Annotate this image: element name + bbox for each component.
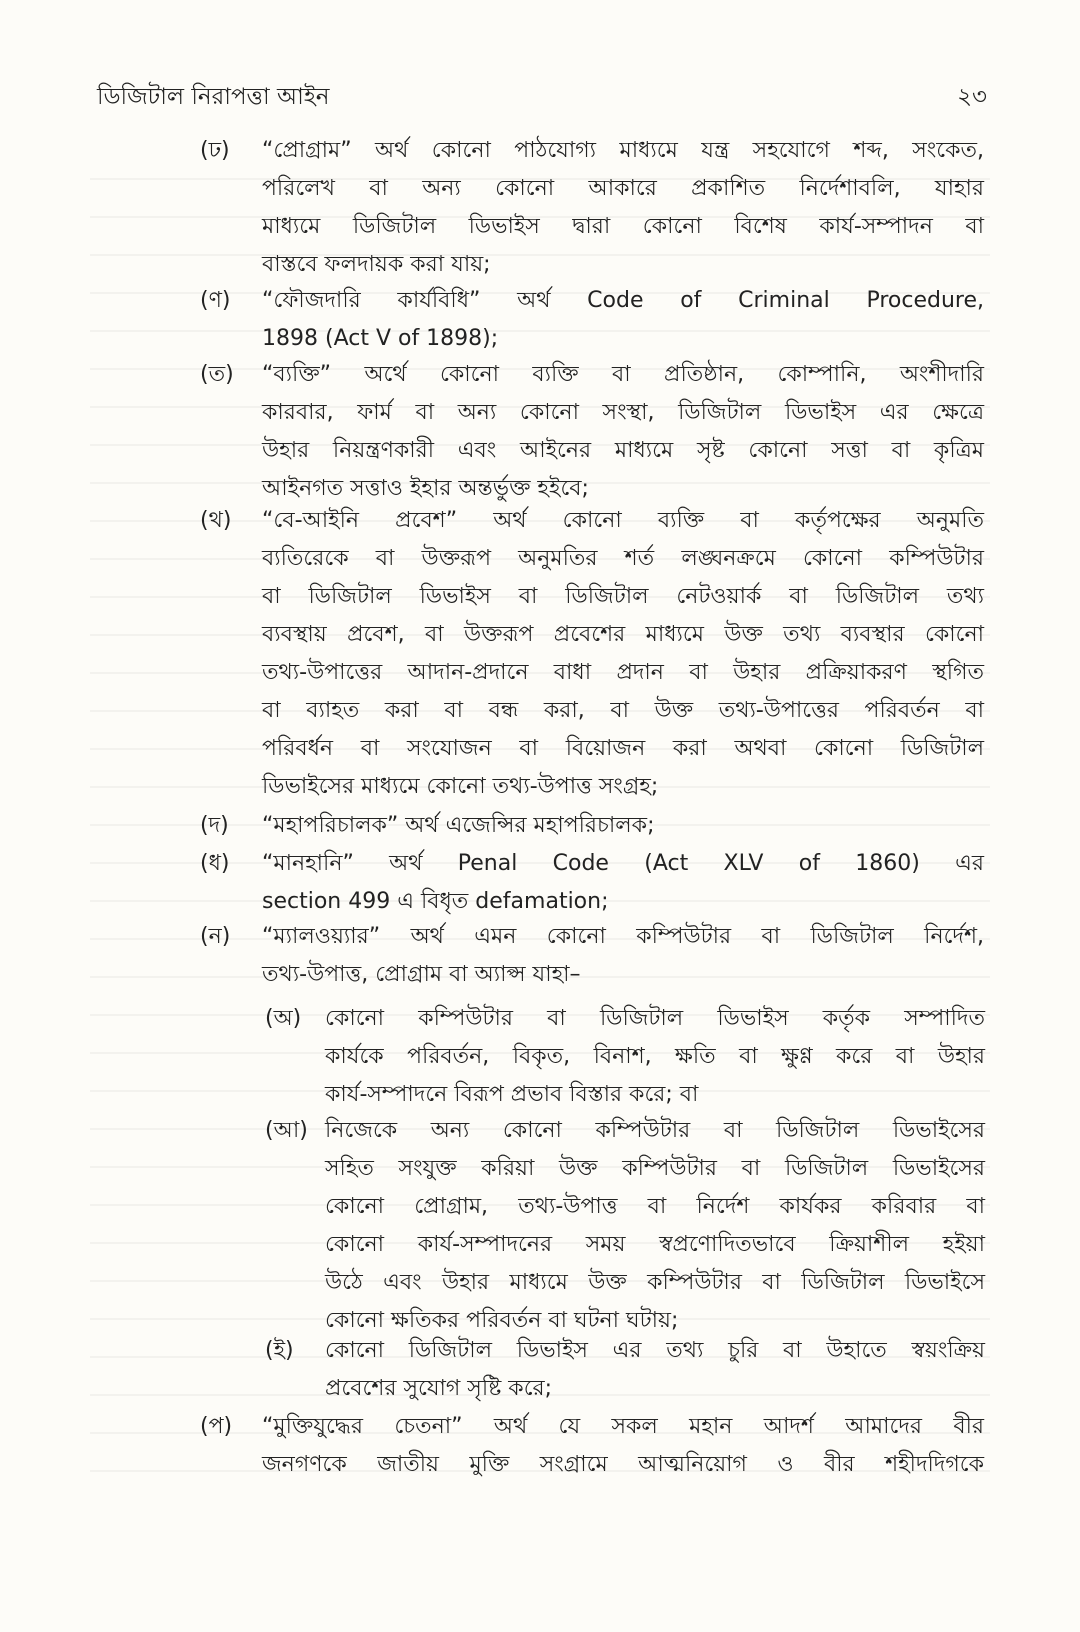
text-line: তথ্য-উপাত্ত, প্রোগ্রাম বা অ্যাপ্স যাহা–: [262, 962, 581, 987]
text-line: কার্য-সম্পাদনে বিরূপ প্রভাব বিস্তার করে; বা: [325, 1082, 699, 1107]
text-line: কোনো কম্পিউটার বা ডিজিটাল ডিভাইস কর্তৃক সম্পাদিত: [325, 1006, 985, 1031]
text-line: ব্যতিরেকে বা উক্তরূপ অনুমতির শর্ত লঙ্ঘনক্রমে কোনো কম্পিউটার: [262, 546, 984, 571]
text-line: “মহাপরিচালক” অর্থ এজেন্সির মহাপরিচালক;: [262, 813, 655, 838]
text-line: উহার নিয়ন্ত্রণকারী এবং আইনের মাধ্যমে সৃষ্ট কোনো সত্তা বা কৃত্রিম: [262, 438, 984, 463]
item-body: [262, 502, 984, 806]
sub-item-label: (ই): [265, 1338, 294, 1363]
item-body: [262, 845, 984, 921]
item-body: [262, 356, 984, 508]
item-body: [262, 132, 984, 284]
text-line: “ম্যালওয়্যার” অর্থ এমন কোনো কম্পিউটার বা ডিজিটাল নির্দেশ,: [262, 924, 984, 949]
text-line: উঠে এবং উহার মাধ্যমে উক্ত কম্পিউটার বা ডিজিটাল ডিভাইসে: [325, 1270, 985, 1295]
item-label: (দ): [200, 813, 229, 838]
text-line: কার্যকে পরিবর্তন, বিকৃত, বিনাশ, ক্ষতি বা ক্ষুণ্ণ করে বা উহার: [325, 1044, 985, 1069]
text-line: section 499 এ বিধৃত defamation;: [262, 889, 609, 914]
item-body: [262, 282, 984, 358]
sub-item-label: (আ): [265, 1118, 308, 1143]
text-line: “মুক্তিযুদ্ধের চেতনা” অর্থ যে সকল মহান আদর্শ আমাদের বীর: [262, 1414, 984, 1439]
item-label: (প): [200, 1414, 233, 1439]
text-line: বাস্তবে ফলদায়ক করা যায়;: [262, 252, 491, 277]
text-line: তথ্য-উপাত্তের আদান-প্রদানে বাধা প্রদান বা উহার প্রক্রিয়াকরণ স্থগিত: [262, 660, 984, 685]
text-line: বা ব্যাহত করা বা বন্ধ করা, বা উক্ত তথ্য-উপাত্তের পরিবর্তন বা: [262, 698, 984, 723]
sub-item-body: [325, 1000, 985, 1114]
text-line: কোনো কার্য-সম্পাদনের সময় স্বপ্রণোদিতভাবে ক্রিয়াশীল হইয়া: [325, 1232, 985, 1257]
text-line: প্রবেশের সুযোগ সৃষ্টি করে;: [325, 1376, 553, 1401]
text-line: মাধ্যমে ডিজিটাল ডিভাইস দ্বারা কোনো বিশেষ কার্য-সম্পাদন বা: [262, 214, 984, 239]
running-header: [97, 78, 987, 118]
sub-item-label: (অ): [265, 1006, 302, 1031]
text-line: কোনো ক্ষতিকর পরিবর্তন বা ঘটনা ঘটায়;: [325, 1308, 679, 1333]
text-line: “প্রোগ্রাম” অর্থ কোনো পাঠযোগ্য মাধ্যমে যন্ত্র সহযোগে শব্দ, সংকেত,: [262, 138, 984, 163]
text-line: বা ডিজিটাল ডিভাইস বা ডিজিটাল নেটওয়ার্ক বা ডিজিটাল তথ্য: [262, 584, 984, 609]
text-line: আইনগত সত্তাও ইহার অন্তর্ভুক্ত হইবে;: [262, 476, 589, 501]
text-line: পরিলেখ বা অন্য কোনো আকারে প্রকাশিত নির্দেশাবলি, যাহার: [262, 176, 984, 201]
text-line: নিজেকে অন্য কোনো কম্পিউটার বা ডিজিটাল ডিভাইসের: [325, 1118, 985, 1143]
page-number: ২৩: [957, 84, 987, 110]
item-label: (থ): [200, 508, 232, 533]
item-label: (ধ): [200, 851, 230, 876]
text-line: ব্যবস্থায় প্রবেশ, বা উক্তরূপ প্রবেশের মাধ্যমে উক্ত তথ্য ব্যবস্থার কোনো: [262, 622, 984, 647]
item-body: [262, 1408, 984, 1484]
sub-item-body: [325, 1112, 985, 1340]
item-label: (ত): [200, 362, 234, 387]
item-label: (ঢ): [200, 138, 230, 163]
header-title: ডিজিটাল নিরাপত্তা আইন: [97, 84, 330, 110]
item-body: [262, 918, 984, 994]
text-line: “ফৌজদারি কার্যবিধি” অর্থ Code of Criminal Procedure,: [262, 288, 984, 313]
text-line: জনগণকে জাতীয় মুক্তি সংগ্রামে আত্মনিয়োগ ও বীর শহীদদিগকে: [262, 1452, 984, 1477]
text-line: কারবার, ফার্ম বা অন্য কোনো সংস্থা, ডিজিটাল ডিভাইস এর ক্ষেত্রে: [262, 400, 984, 425]
item-label: (ণ): [200, 288, 231, 313]
text-line: 1898 (Act V of 1898);: [262, 326, 499, 351]
item-body: [262, 807, 984, 845]
text-line: “বে-আইনি প্রবেশ” অর্থ কোনো ব্যক্তি বা কর্তৃপক্ষের অনুমতি: [262, 508, 984, 533]
text-line: পরিবর্ধন বা সংযোজন বা বিয়োজন করা অথবা কোনো ডিজিটাল: [262, 736, 984, 761]
text-line: সহিত সংযুক্ত করিয়া উক্ত কম্পিউটার বা ডিজিটাল ডিভাইসের: [325, 1156, 985, 1181]
text-line: কোনো ডিজিটাল ডিভাইস এর তথ্য চুরি বা উহাতে স্বয়ংক্রিয়: [325, 1338, 985, 1363]
item-label: (ন): [200, 924, 231, 949]
text-line: কোনো প্রোগ্রাম, তথ্য-উপাত্ত বা নির্দেশ কার্যকর করিবার বা: [325, 1194, 985, 1219]
text-line: ডিভাইসের মাধ্যমে কোনো তথ্য-উপাত্ত সংগ্রহ;: [262, 774, 659, 799]
sub-item-body: [325, 1332, 985, 1408]
text-line: “মানহানি” অর্থ Penal Code (Act XLV of 1860) এর: [262, 851, 984, 876]
text-line: “ব্যক্তি” অর্থে কোনো ব্যক্তি বা প্রতিষ্ঠান, কোম্পানি, অংশীদারি: [262, 362, 984, 387]
